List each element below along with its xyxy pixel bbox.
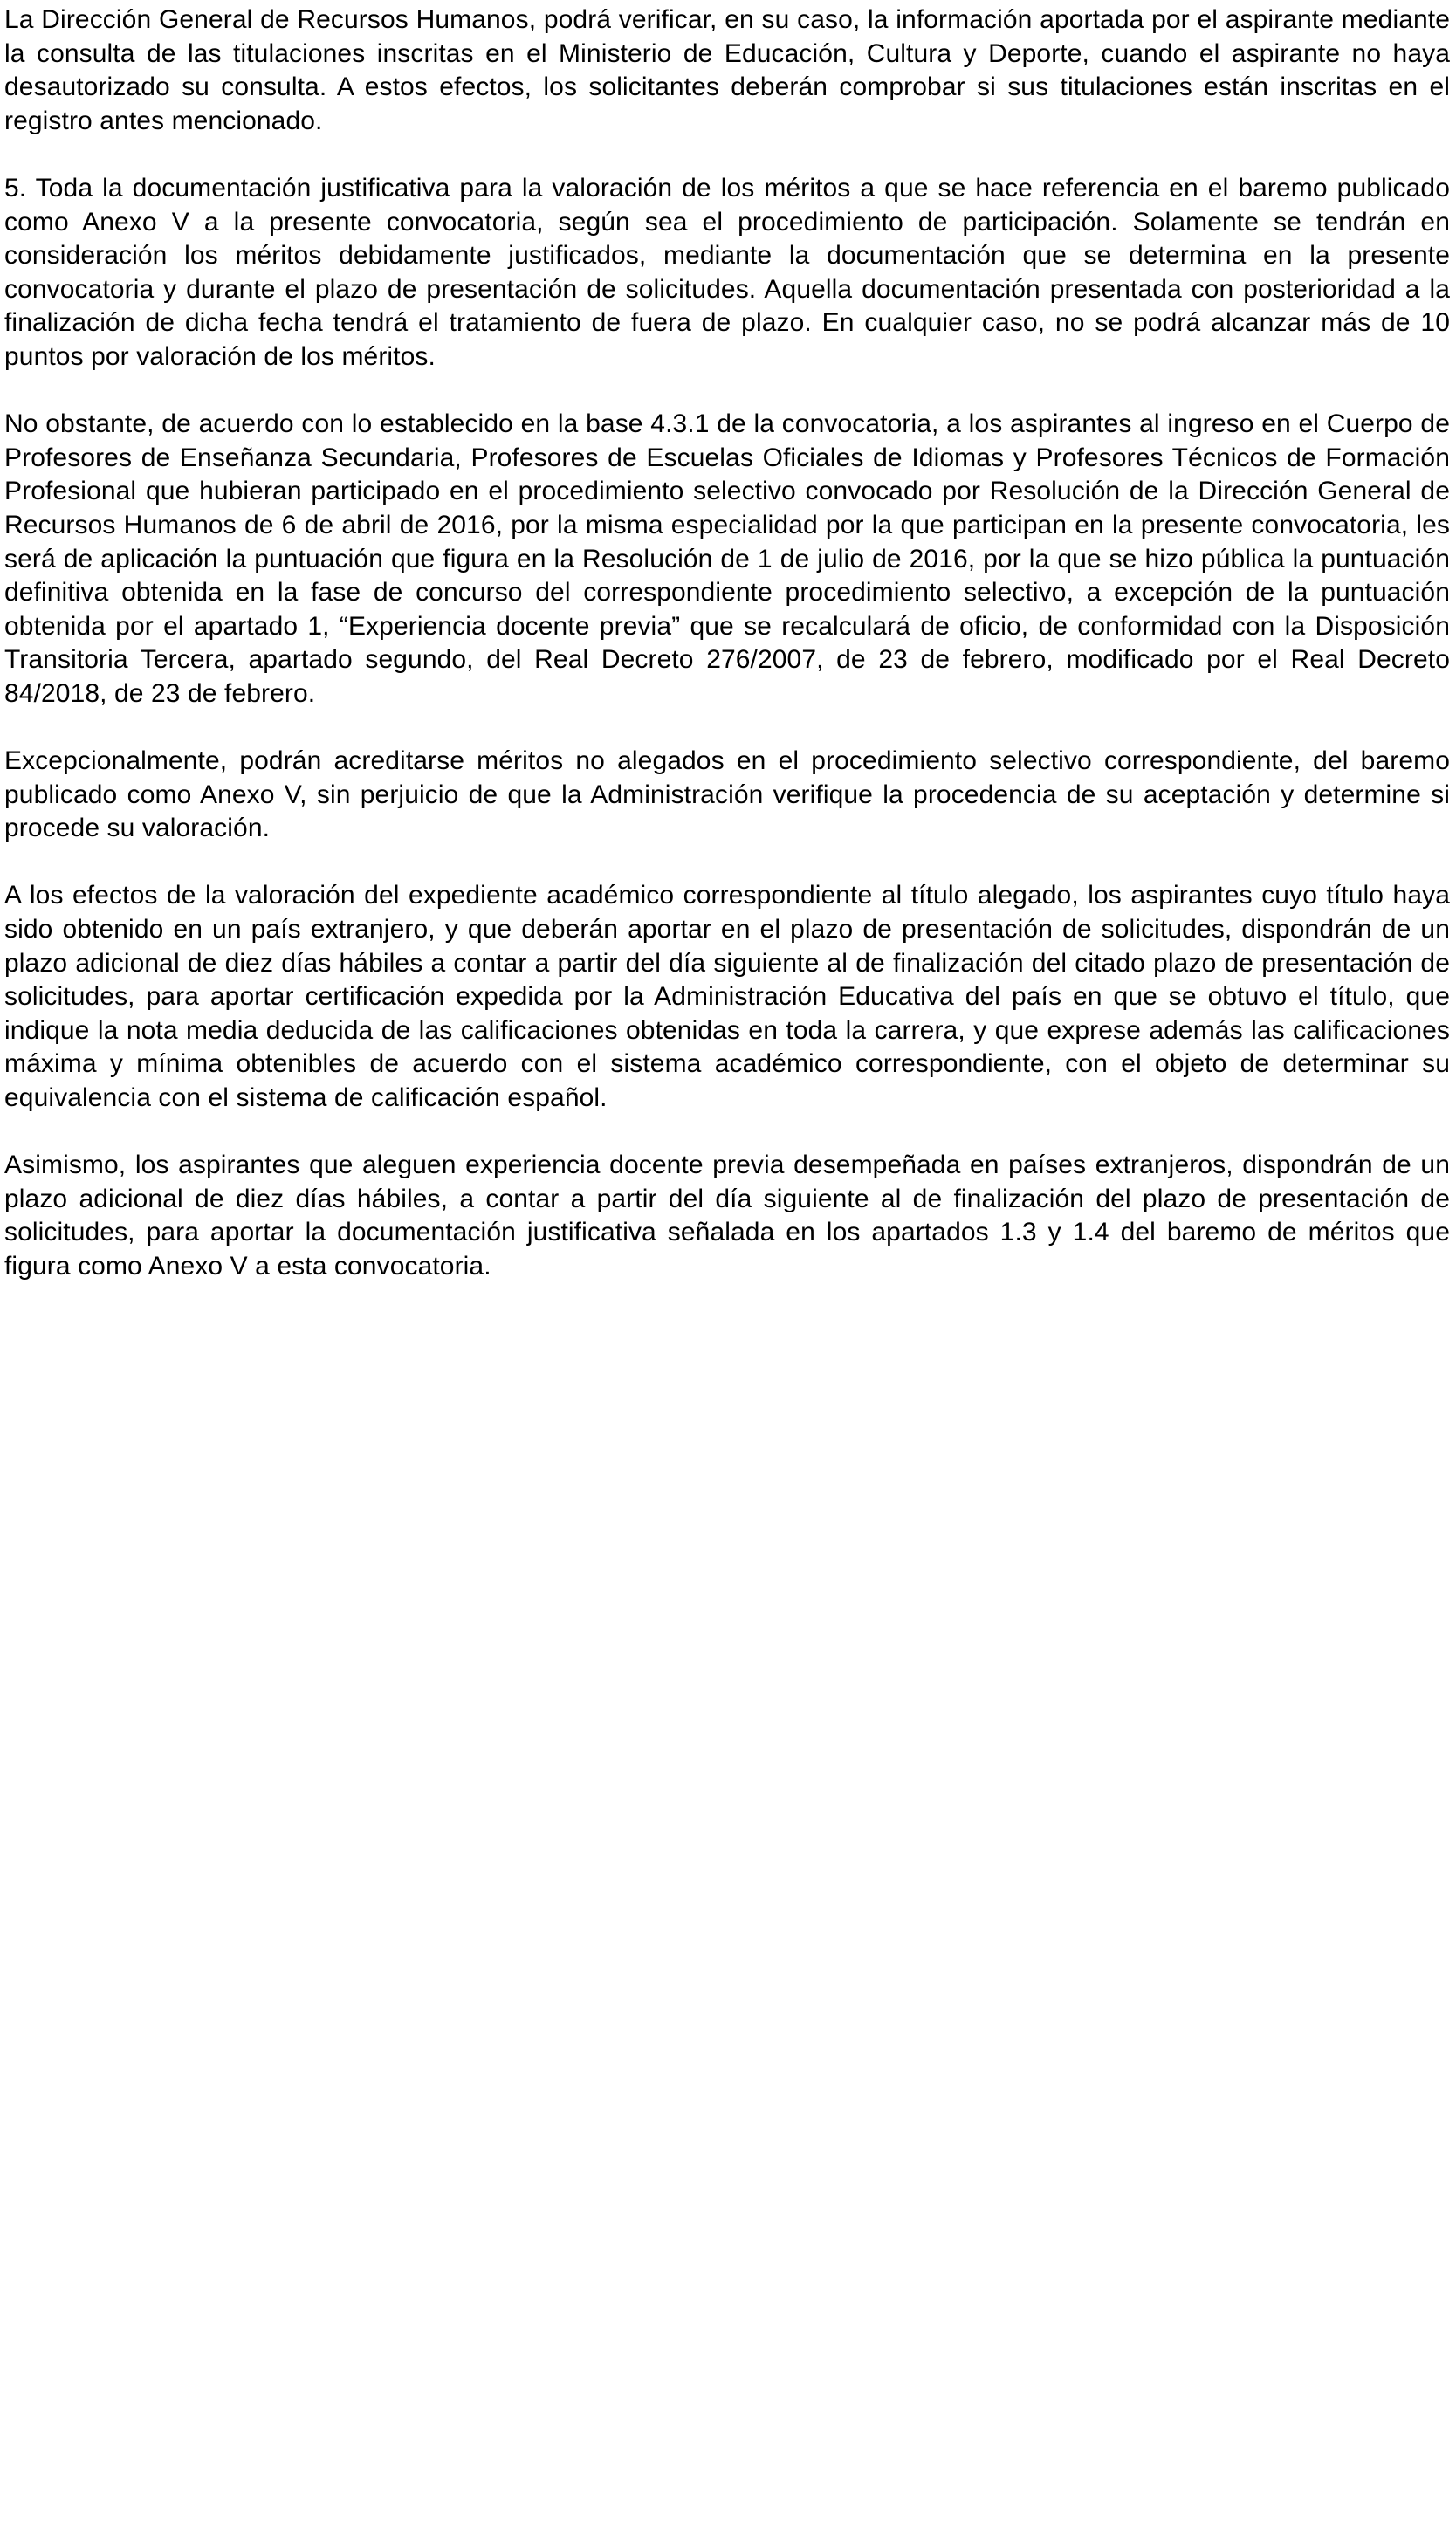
paragraph-5-documentacion-justificativa: 5. Toda la documentación justificativa para la valoración de los méritos a que se hace referencia en el baremo publicado como Anexo V a la presente convocatoria, según sea el procedimiento de participación. Solamente se tendrán en consideración los méritos debidamente justificados, mediante la documentación que se determina en la presente convocatoria y durante el plazo de presentación de solicitudes. Aquella documentación presentada con posterioridad a la finalización de dicha fecha tendrá el tratamiento de fuera de plazo. En cualquier caso, no se podrá alcanzar más de 10 puntos por valoración de los méritos. [4, 173, 1450, 371]
document-text-block [4, 3, 1450, 1284]
paragraph-excepcionalmente-meritos: Excepcionalmente, podrán acreditarse méritos no alegados en el procedimiento selectivo correspondiente, del baremo publicado como Anexo V, sin perjuicio de que la Administración verifique la procedencia de su aceptación y determine si procede su valoración. [4, 746, 1450, 843]
paragraph-experiencia-docente-extranjero: Asimismo, los aspirantes que aleguen experiencia docente previa desempeñada en países extranjeros, dispondrán de un plazo adicional de diez días hábiles, a contar a partir del día siguiente al de finalización del plazo de presentación de solicitudes, para aportar la documentación justificativa señalada en los apartados 1.3 y 1.4 del baremo de méritos que figura como Anexo V a esta convocatoria. [4, 1151, 1450, 1281]
paragraph-expediente-academico-extranjero: A los efectos de la valoración del expediente académico correspondiente al título alegado, los aspirantes cuyo título haya sido obtenido en un país extranjero, y que deberán aportar en el plazo de presentación de solicitudes, dispondrán de un plazo adicional de diez días hábiles a contar a partir del día siguiente al de finalización del citado plazo de presentación de solicitudes, para aportar certificación expedida por la Administración Educativa del país en que se obtuvo el título, que indique la nota media deducida de las calificaciones obtenidas en toda la carrera, y que exprese además las calificaciones máxima y mínima obtenibles de acuerdo con el sistema académico correspondiente, con el objeto de determinar su equivalencia con el sistema de calificación español. [4, 881, 1450, 1112]
paragraph-verification-titulaciones: La Dirección General de Recursos Humanos, podrá verificar, en su caso, la información aportada por el aspirante mediante la consulta de las titulaciones inscritas en el Ministerio de Educación, Cultura y Deporte, cuando el aspirante no haya desautorizado su consulta. A estos efectos, los solicitantes deberán comprobar si sus titulaciones están inscritas en el registro antes mencionado. [4, 5, 1450, 135]
paragraph-no-obstante-base-431: No obstante, de acuerdo con lo establecido en la base 4.3.1 de la convocatoria, a los aspirantes al ingreso en el Cuerpo de Profesores de Enseñanza Secundaria, Profesores de Escuelas Oficiales de Idiomas y Profesores Técnicos de Formación Profesional que hubieran participado en el procedimiento selectivo convocado por Resolución de la Dirección General de Recursos Humanos de 6 de abril de 2016, por la misma especialidad por la que participan en la presente convocatoria, les será de aplicación la puntuación que figura en la Resolución de 1 de julio de 2016, por la que se hizo pública la puntuación definitiva obtenida en la fase de concurso del correspondiente procedimiento selectivo, a excepción de la puntuación obtenida por el apartado 1, “Experiencia docente previa” que se recalculará de oficio, de conformidad con la Disposición Transitoria Tercera, apartado segundo, del Real Decreto 276/2007, de 23 de febrero, modificado por el Real Decreto 84/2018, de 23 de febrero. [4, 409, 1450, 708]
